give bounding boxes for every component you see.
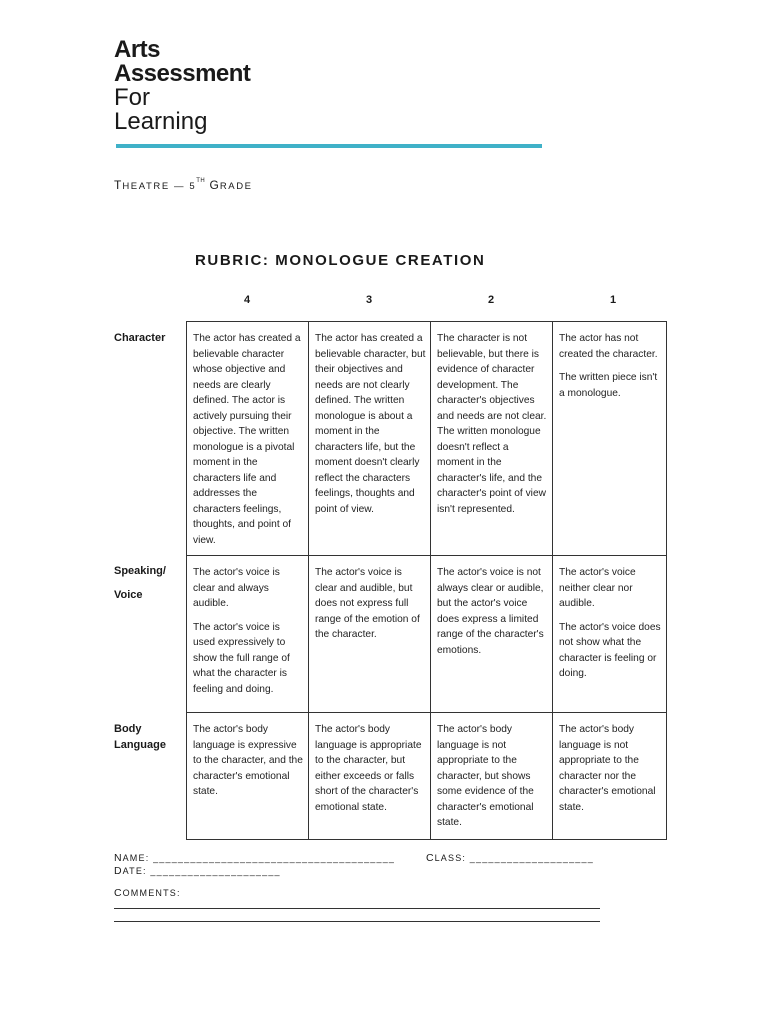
logo-line-arts: Arts: [114, 36, 161, 63]
row-label-character: Character: [114, 332, 166, 344]
logo-line-for: For: [114, 84, 150, 111]
subject-heading: THEATRE — 5TH GRADE: [114, 178, 253, 192]
column-header-3: 3: [365, 294, 373, 306]
name-field[interactable]: NAME: _______________________________________: [114, 852, 396, 864]
rubric-cell: The actor's body language is not appropriate to the character nor the character's emotional state.: [553, 713, 667, 840]
comments-line[interactable]: [114, 921, 600, 922]
table-row: [187, 556, 667, 713]
date-field[interactable]: DATE: _____________________: [114, 865, 281, 877]
rubric-cell: The actor's voice neither clear nor audible. The actor's voice does not show what the character is feeling or doing.: [553, 556, 667, 713]
class-field[interactable]: CLASS: ____________________: [426, 852, 594, 864]
rubric-cell: The actor's body language is not appropriate to the character, but shows some evidence of the character's emotional state.: [431, 713, 553, 840]
rubric-cell: The character is not believable, but there is evidence of character development. The character's objectives and needs are not clear. The written monologue doesn't reflect a moment in the character's life, and the character's point of view isn't represented.: [431, 322, 553, 556]
rubric-cell: The actor's body language is appropriate to the character, but either exceeds or falls short of the character's emotional state.: [309, 713, 431, 840]
rubric-cell: The actor has created a believable character whose objective and needs are clearly defined. The actor is actively pursuing their objective. The written monologue is a pivotal moment in the characters life and addresses the characters feelings, thoughts, and point of view.: [187, 322, 309, 556]
rubric-cell: The actor's voice is not always clear or audible, but the actor's voice does express a limited range of the character's emotions.: [431, 556, 553, 713]
row-label-speaking-voice: Speaking/ Voice: [114, 565, 166, 601]
comments-label: COMMENTS:: [114, 887, 181, 899]
column-header-4: 4: [243, 294, 251, 306]
rubric-table: [186, 321, 667, 840]
logo-underline: [116, 144, 542, 148]
rubric-cell: The actor's body language is expressive to the character, and the character's emotional state.: [187, 713, 309, 840]
table-row: [187, 713, 667, 840]
logo-line-learning: Learning: [114, 108, 208, 135]
table-row: [187, 322, 667, 556]
rubric-cell: The actor has created a believable character, but their objectives and needs are not clearly defined. The written monologue is about a moment in the characters life, but the moment doesn't clearly reflect the characters feelings, thoughts and point of view.: [309, 322, 431, 556]
rubric-cell: The actor has not created the character. The written piece isn't a monologue.: [553, 322, 667, 556]
rubric-cell: The actor's voice is clear and audible, but does not express full range of the emotion of the character.: [309, 556, 431, 713]
comments-line[interactable]: [114, 908, 600, 909]
logo: [114, 38, 250, 134]
column-header-2: 2: [487, 294, 495, 306]
rubric-cell: The actor's voice is clear and always audible. The actor's voice is used expressively to show the full range of what the character is feeling and doing.: [187, 556, 309, 713]
logo-line-assessment: Assessment: [114, 60, 251, 87]
column-header-1: 1: [609, 294, 617, 306]
row-label-body-language: Body Language: [114, 723, 166, 751]
page-title: RUBRIC: MONOLOGUE CREATION: [195, 252, 486, 269]
